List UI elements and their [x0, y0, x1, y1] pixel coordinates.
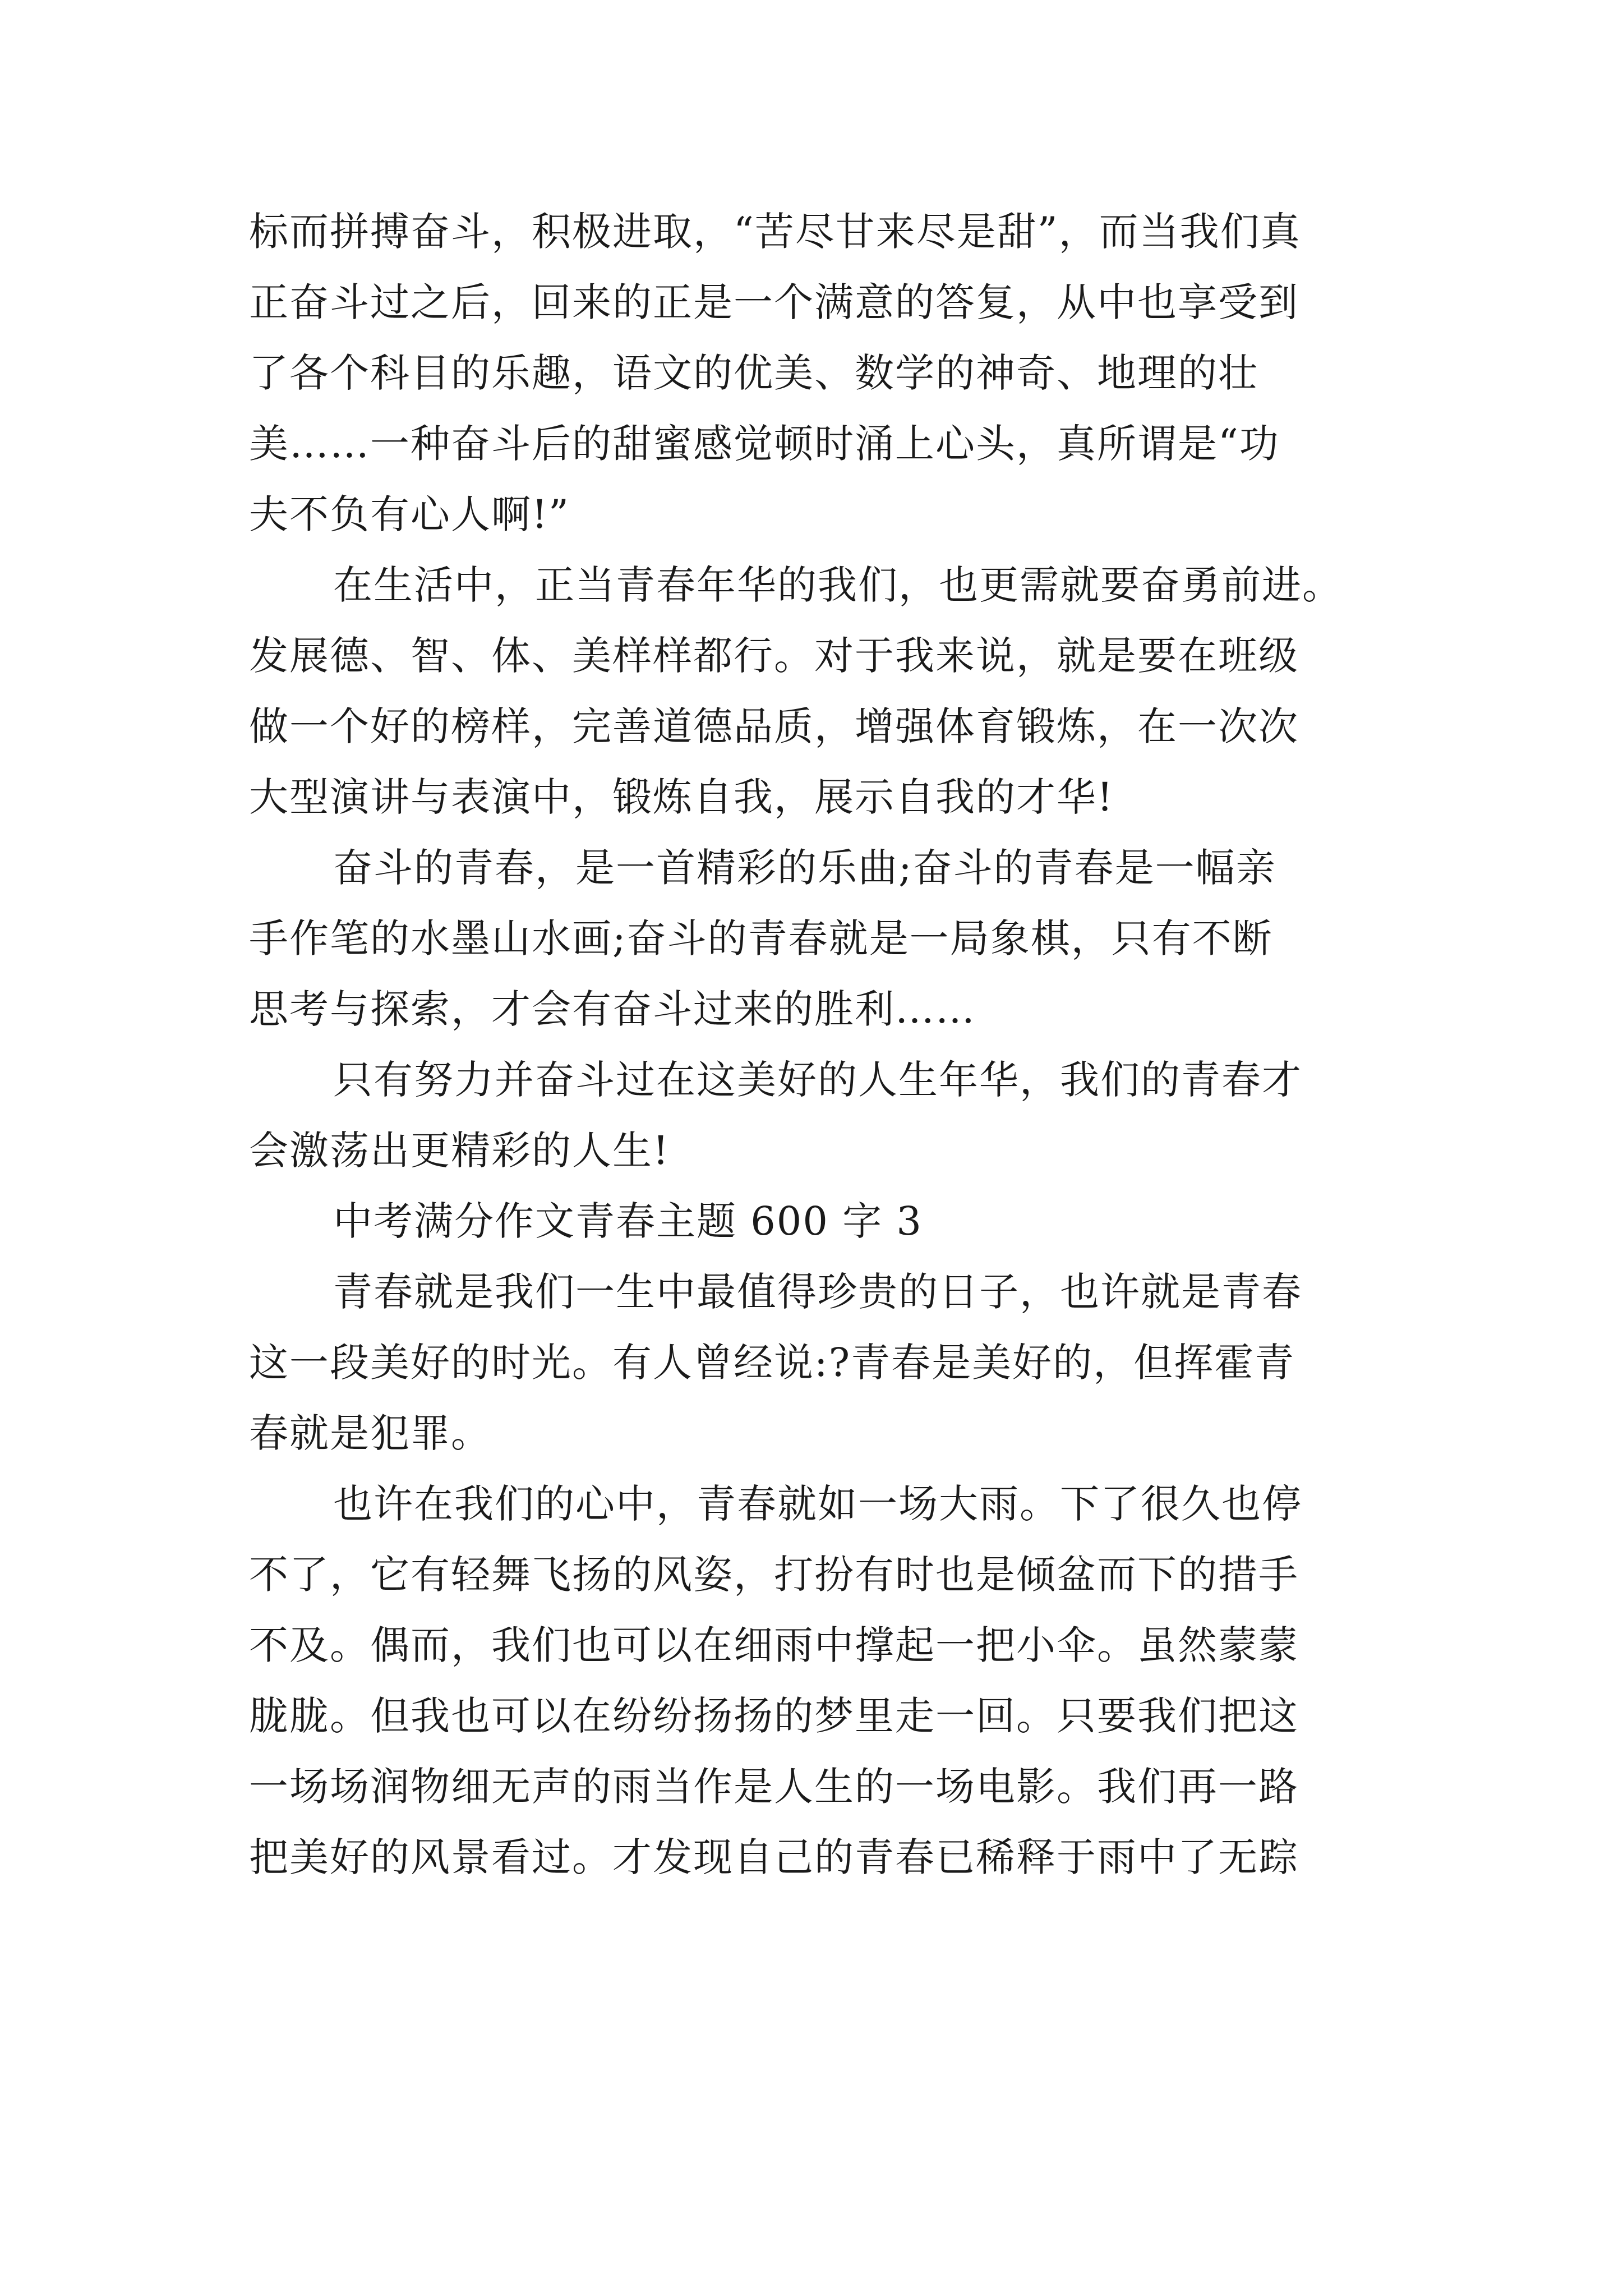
text-line: 美……一种奋斗后的甜蜜感觉顿时涌上心头，真所谓是“功: [249, 421, 1280, 467]
paragraph-start-line: 在生活中，正当青春年华的我们，也更需就要奋勇前进。: [333, 562, 1343, 608]
text-line: 大型演讲与表演中，锻炼自我，展示自我的才华!: [249, 774, 1114, 820]
text-line: 会激荡出更精彩的人生!: [249, 1128, 670, 1174]
text-line: 把美好的风景看过。才发现自己的青春已稀释于雨中了无踪: [249, 1834, 1299, 1880]
text-line: 手作笔的水墨山水画;奋斗的青春就是一局象棋，只有不断: [249, 915, 1273, 961]
text-line: 胧胧。但我也可以在纷纷扬扬的梦里走一回。只要我们把这: [249, 1693, 1299, 1739]
text-line: 不及。偶而，我们也可以在细雨中撑起一把小伞。虽然蒙蒙: [249, 1622, 1299, 1668]
text-line: 做一个好的榜样，完善道德品质，增强体育锻炼，在一次次: [249, 703, 1299, 749]
paragraph-start-line: 青春就是我们一生中最值得珍贵的日子，也许就是青春: [333, 1269, 1302, 1315]
section-heading: 中考满分作文青春主题 600 字 3: [333, 1198, 923, 1244]
text-line: 不了，它有轻舞飞扬的风姿，打扮有时也是倾盆而下的措手: [249, 1552, 1299, 1598]
text-line: 了各个科目的乐趣，语文的优美、数学的神奇、地理的壮: [249, 350, 1258, 396]
text-line: 发展德、智、体、美样样都行。对于我来说，就是要在班级: [249, 633, 1299, 679]
text-line: 春就是犯罪。: [249, 1410, 491, 1456]
paragraph-start-line: 也许在我们的心中，青春就如一场大雨。下了很久也停: [333, 1481, 1302, 1527]
text-line: 思考与探索，才会有奋斗过来的胜利……: [249, 986, 976, 1032]
paragraph-start-line: 奋斗的青春，是一首精彩的乐曲;奋斗的青春是一幅亲: [333, 845, 1276, 891]
text-line: 这一段美好的时光。有人曾经说:?青春是美好的，但挥霍青: [249, 1340, 1295, 1386]
text-line: 夫不负有心人啊!”: [249, 491, 570, 537]
document-body: [249, 196, 1382, 1893]
paragraph-start-line: 只有努力并奋斗过在这美好的人生年华，我们的青春才: [333, 1057, 1302, 1103]
text-line: 一场场润物细无声的雨当作是人生的一场电影。我们再一路: [249, 1764, 1299, 1810]
text-line: 正奋斗过之后，回来的正是一个满意的答复，从中也享受到: [249, 279, 1299, 325]
text-line: 标而拼搏奋斗，积极进取，“苦尽甘来尽是甜”，而当我们真: [249, 209, 1301, 255]
